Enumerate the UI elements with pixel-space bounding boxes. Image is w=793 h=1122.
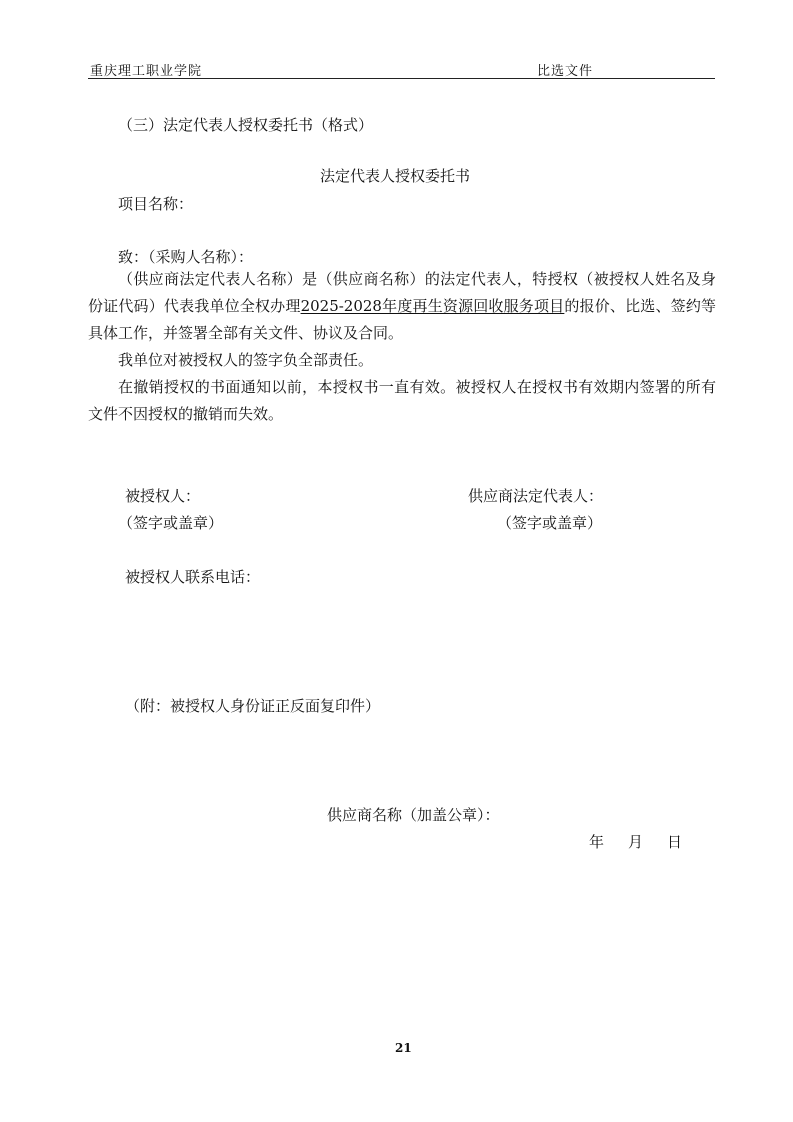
legal-rep-label: 供应商法定代表人： [468,487,604,505]
authorization-paragraph [88,266,716,347]
date-year: 年 [589,833,605,851]
project-name-underlined: 2025-2028年度再生资源回收服务项目 [300,297,565,315]
contact-phone-label: 被授权人联系电话： [125,568,261,586]
date-month: 月 [628,833,644,851]
responsibility-paragraph: 我单位对被授权人的签字负全部责任。 [118,351,374,369]
legal-rep-sign-note: （签字或盖章） [497,514,603,532]
validity-paragraph: 在撤销授权的书面通知以前，本授权书一直有效。被授权人在授权书有效期内签署的所有文件不因授权的撤销而失效。 [88,378,716,423]
supplier-seal-label: 供应商名称（加盖公章）： [327,806,500,824]
project-name-label: 项目名称： [118,195,194,213]
section-heading: （三）法定代表人授权委托书（格式） [118,116,374,134]
authorization-text-part1: （供应商法定代表人名称）是（供应商名称）的法定代表人，特授权（被授权人姓名及身份证代码）代表我单位全权办理 [88,270,716,315]
header-institution: 重庆理工职业学院 [90,64,203,79]
date-day: 日 [667,833,683,851]
authorized-person-sign-note: （签字或盖章） [118,514,224,532]
authorized-person-label: 被授权人： [125,487,201,505]
header-divider [88,78,715,79]
document-title: 法定代表人授权委托书 [320,167,471,185]
page-number: 21 [395,1041,412,1055]
attachment-note: （附：被授权人身份证正反面复印件） [125,697,381,715]
header-doc-type: 比选文件 [537,64,594,79]
authorization-text-part2: 的报价、比选、签约等具体工作，并签署全部有关文件、协议及合同。 [88,297,716,342]
addressee-line: 致：（采购人名称）： [118,248,254,266]
authorization-body [88,266,716,428]
